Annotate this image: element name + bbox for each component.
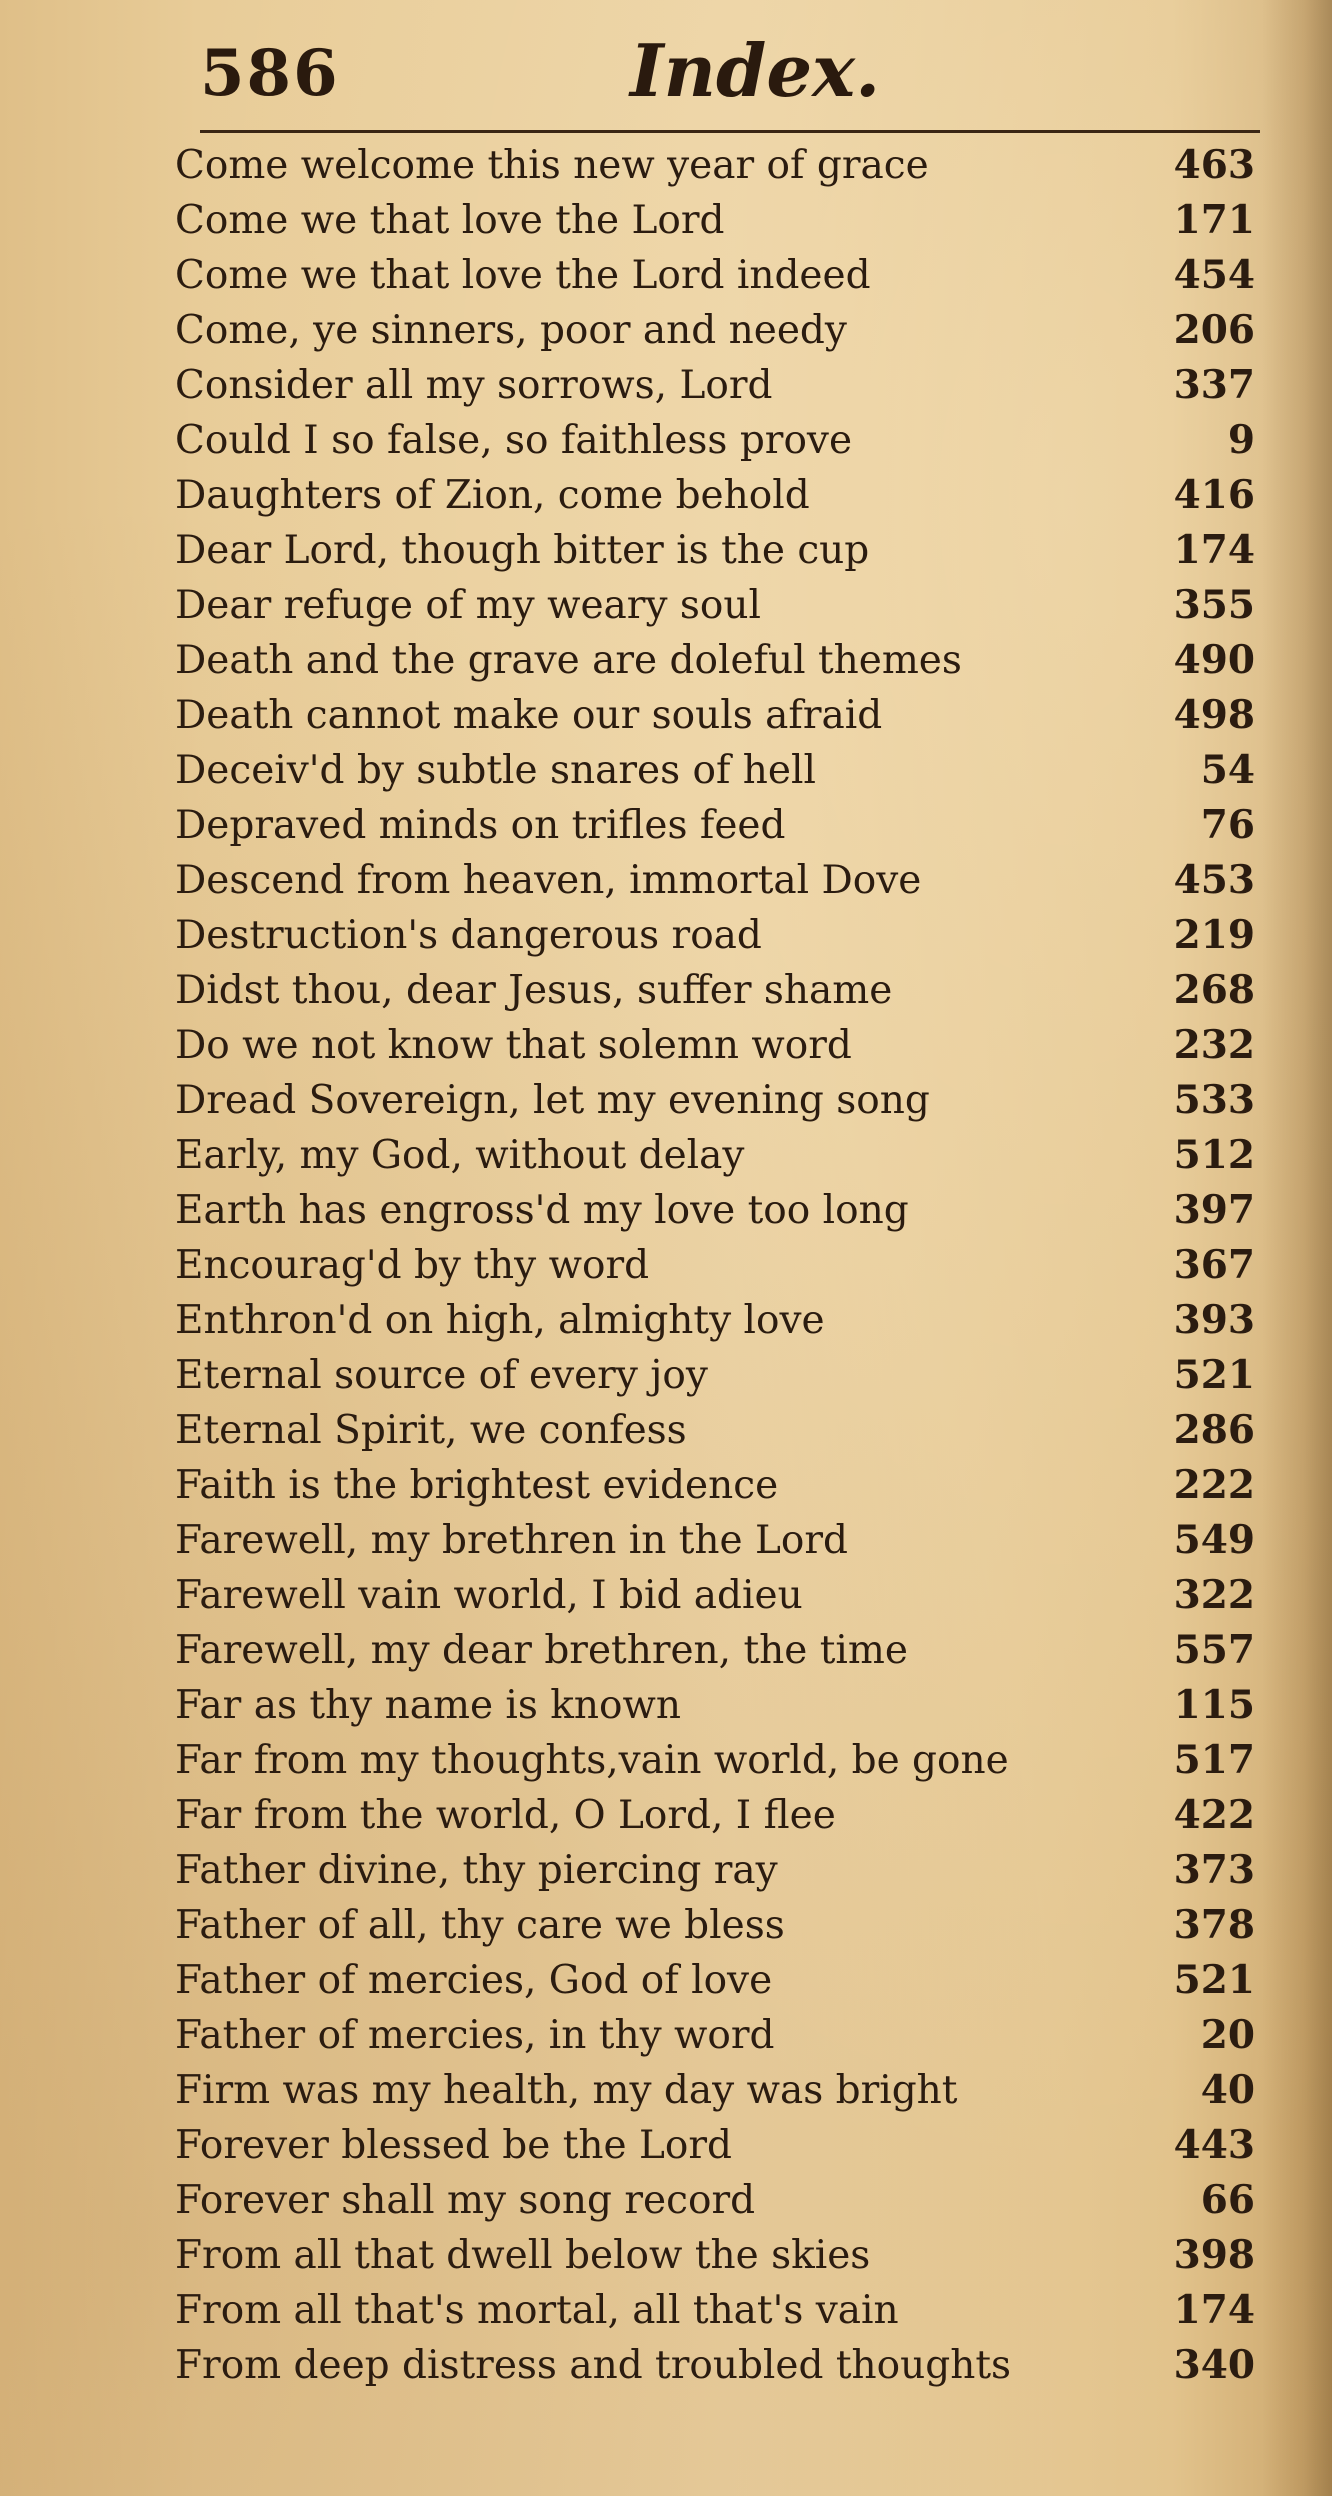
index-entry [175,248,1255,303]
hymn-first-line: Father of all, thy care we bless [175,1903,785,1948]
hymn-number: 549 [1173,1517,1255,1563]
index-list [175,138,1255,2393]
index-entry [175,1568,1255,1623]
hymn-number: 443 [1173,2122,1255,2168]
index-entry [175,1348,1255,1403]
hymn-number: 66 [1200,2177,1255,2223]
running-title: Index. [630,28,881,113]
hymn-first-line: Father divine, thy piercing ray [175,1848,778,1893]
index-entry [175,1293,1255,1348]
hymn-number: 219 [1173,912,1255,958]
index-entry [175,2283,1255,2338]
index-entry [175,468,1255,523]
index-entry [175,1403,1255,1458]
hymn-first-line: Forever shall my song record [175,2178,756,2223]
hymn-first-line: Early, my God, without delay [175,1133,745,1178]
index-entry [175,743,1255,798]
index-entry [175,1238,1255,1293]
index-entry [175,1073,1255,1128]
hymn-first-line: Forever blessed be the Lord [175,2123,732,2168]
hymn-first-line: Come we that love the Lord indeed [175,253,871,298]
hymn-first-line: Far as thy name is known [175,1683,682,1728]
hymn-first-line: From deep distress and troubled thoughts [175,2343,1012,2388]
hymn-first-line: Faith is the brightest evidence [175,1463,779,1508]
index-entry [175,1953,1255,2008]
hymn-first-line: Could I so false, so faithless prove [175,418,853,463]
hymn-first-line: Dear Lord, though bitter is the cup [175,528,870,573]
index-entry [175,1678,1255,1733]
hymn-number: 54 [1200,747,1255,793]
hymn-first-line: Dear refuge of my weary soul [175,583,761,628]
index-entry [175,1623,1255,1678]
hymn-number: 397 [1173,1187,1255,1233]
hymn-number: 490 [1173,637,1255,683]
hymn-first-line: Do we not know that solemn word [175,1023,852,1068]
hymn-first-line: Father of mercies, God of love [175,1958,773,2003]
index-entry [175,1018,1255,1073]
hymn-first-line: Come, ye sinners, poor and needy [175,308,847,353]
hymn-number: 498 [1173,692,1255,738]
hymn-number: 454 [1173,252,1255,298]
hymn-number: 512 [1173,1132,1255,1178]
index-entry [175,1458,1255,1513]
hymn-number: 286 [1173,1407,1255,1453]
hymn-number: 76 [1200,802,1255,848]
hymn-number: 232 [1173,1022,1255,1068]
hymn-number: 20 [1200,2012,1255,2058]
hymn-number: 337 [1173,362,1255,408]
hymn-number: 40 [1200,2067,1255,2113]
hymn-number: 355 [1173,582,1255,628]
hymn-number: 206 [1173,307,1255,353]
hymn-first-line: Enthron'd on high, almighty love [175,1298,825,1343]
index-entry [175,1183,1255,1238]
hymn-number: 422 [1173,1792,1255,1838]
page-edge-shadow [1262,0,1332,2496]
hymn-number: 463 [1173,142,1255,188]
index-entry [175,1788,1255,1843]
hymn-first-line: Eternal source of every joy [175,1353,708,1398]
hymn-number: 268 [1173,967,1255,1013]
hymn-number: 517 [1173,1737,1255,1783]
index-entry [175,578,1255,633]
hymn-first-line: Firm was my health, my day was bright [175,2068,958,2113]
hymn-first-line: Descend from heaven, immortal Dove [175,858,922,903]
index-entry [175,853,1255,908]
index-entry [175,908,1255,963]
hymn-number: 521 [1173,1957,1255,2003]
index-entry [175,2118,1255,2173]
index-entry [175,523,1255,578]
hymn-number: 373 [1173,1847,1255,1893]
index-entry [175,633,1255,688]
hymn-number: 367 [1173,1242,1255,1288]
hymn-number: 9 [1227,417,1255,463]
hymn-first-line: Encourag'd by thy word [175,1243,650,1288]
index-entry [175,193,1255,248]
hymn-first-line: Farewell, my dear brethren, the time [175,1628,908,1673]
hymn-first-line: Come welcome this new year of grace [175,143,929,188]
hymn-first-line: Didst thou, dear Jesus, suffer shame [175,968,893,1013]
header-rule [200,130,1260,133]
index-entry [175,413,1255,468]
index-entry [175,2228,1255,2283]
hymn-first-line: Depraved minds on trifles feed [175,803,786,848]
hymn-number: 115 [1173,1682,1255,1728]
index-entry [175,1733,1255,1788]
hymn-number: 398 [1173,2232,1255,2278]
hymn-number: 171 [1173,197,1255,243]
index-entry [175,963,1255,1018]
hymn-number: 453 [1173,857,1255,903]
hymn-number: 340 [1173,2342,1255,2388]
hymn-number: 521 [1173,1352,1255,1398]
hymn-first-line: Eternal Spirit, we confess [175,1408,687,1453]
hymn-first-line: Come we that love the Lord [175,198,725,243]
index-entry [175,2063,1255,2118]
index-entry [175,1128,1255,1183]
hymn-first-line: From all that dwell below the skies [175,2233,871,2278]
hymn-number: 174 [1173,2287,1255,2333]
hymn-first-line: Consider all my sorrows, Lord [175,363,773,408]
hymn-number: 416 [1173,472,1255,518]
hymn-number: 378 [1173,1902,1255,1948]
index-entry [175,358,1255,413]
hymn-first-line: Farewell, my brethren in the Lord [175,1518,848,1563]
hymn-number: 393 [1173,1297,1255,1343]
hymn-first-line: Death cannot make our souls afraid [175,693,883,738]
index-entry [175,1843,1255,1898]
hymn-number: 222 [1173,1462,1255,1508]
index-entry [175,688,1255,743]
hymn-first-line: Dread Sovereign, let my evening song [175,1078,930,1123]
index-entry [175,2173,1255,2228]
page-number: 586 [200,36,340,111]
index-entry [175,1898,1255,1953]
hymn-first-line: Farewell vain world, I bid adieu [175,1573,803,1618]
hymn-first-line: Daughters of Zion, come behold [175,473,810,518]
hymn-first-line: Deceiv'd by subtle snares of hell [175,748,816,793]
hymn-first-line: Far from the world, O Lord, I flee [175,1793,836,1838]
index-entry [175,303,1255,358]
hymn-first-line: Earth has engross'd my love too long [175,1188,909,1233]
page-header [200,28,1260,128]
index-entry [175,2008,1255,2063]
hymn-first-line: Father of mercies, in thy word [175,2013,775,2058]
index-entry [175,1513,1255,1568]
index-entry [175,138,1255,193]
hymn-number: 557 [1173,1627,1255,1673]
hymn-number: 533 [1173,1077,1255,1123]
index-entry [175,798,1255,853]
hymn-number: 322 [1173,1572,1255,1618]
hymn-first-line: Death and the grave are doleful themes [175,638,962,683]
hymn-first-line: Destruction's dangerous road [175,913,762,958]
hymn-first-line: Far from my thoughts,vain world, be gone [175,1738,1009,1783]
hymn-number: 174 [1173,527,1255,573]
hymn-first-line: From all that's mortal, all that's vain [175,2288,899,2333]
index-entry [175,2338,1255,2393]
